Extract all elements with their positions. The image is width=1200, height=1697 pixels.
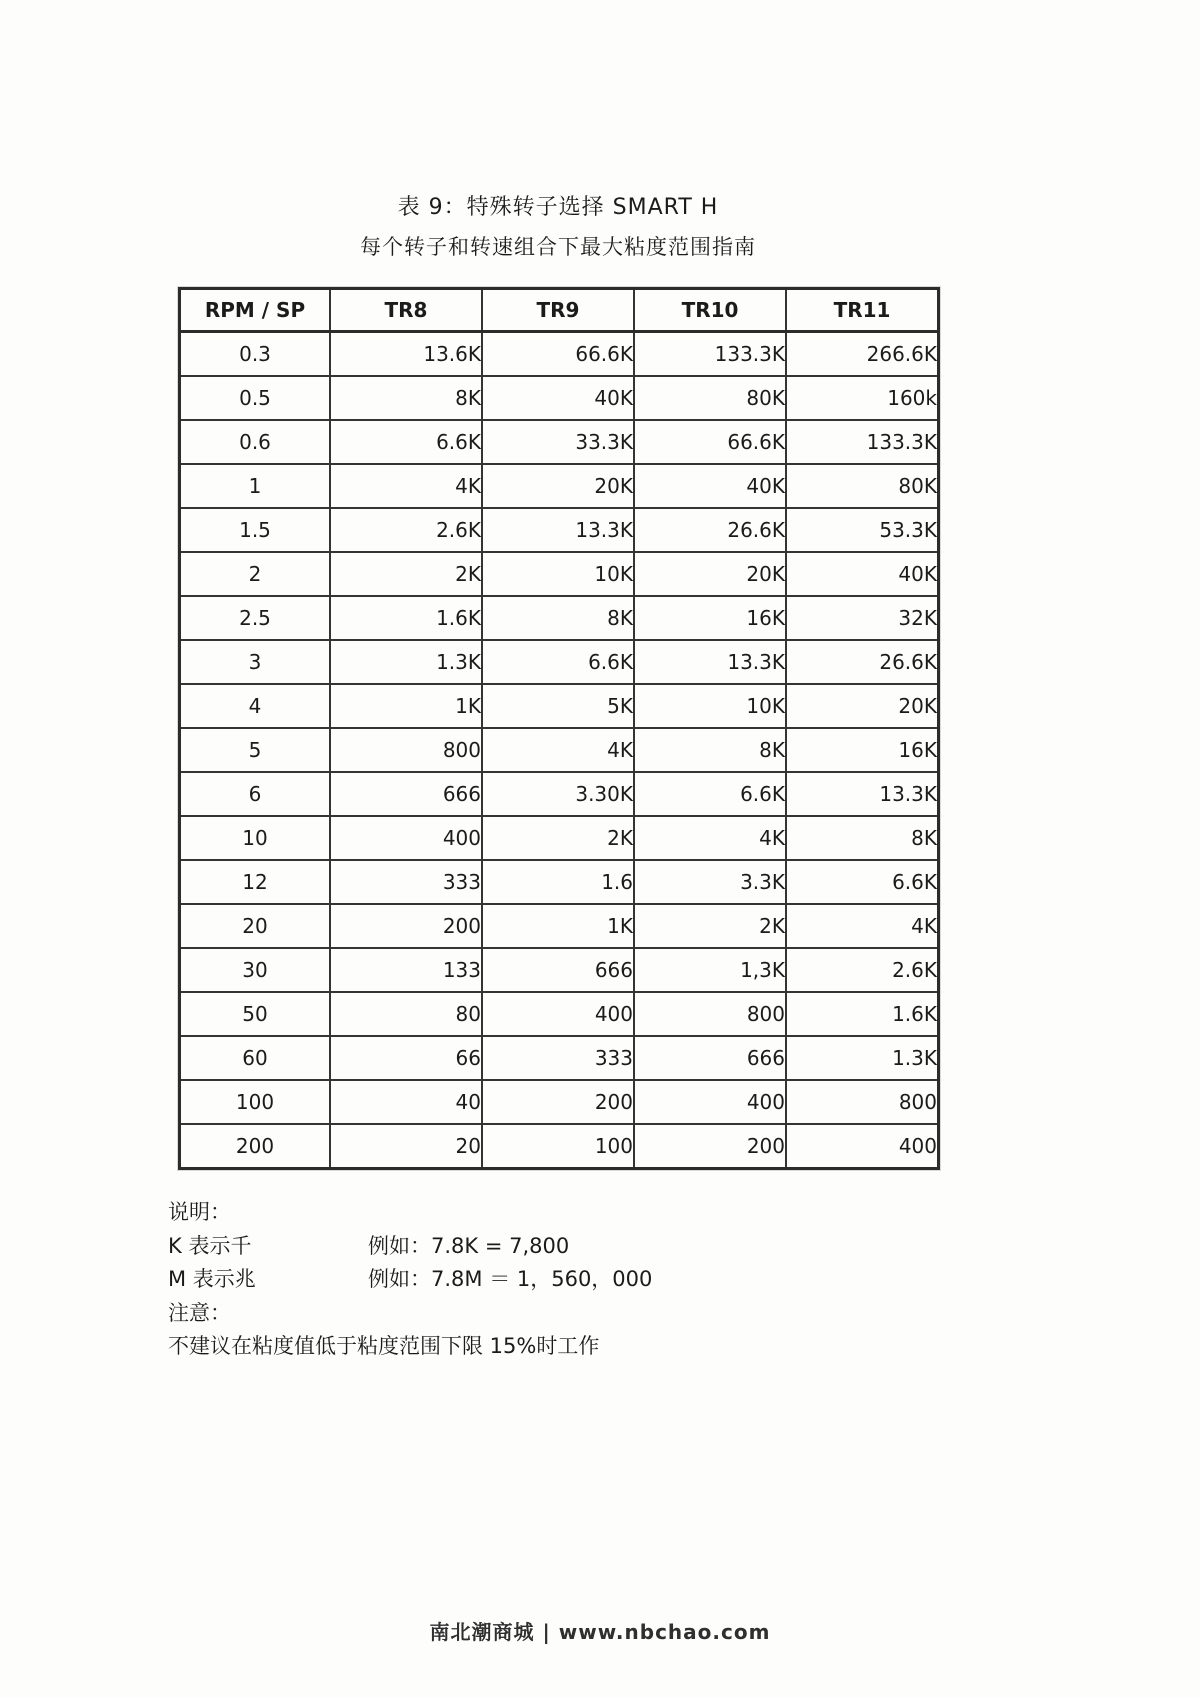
footer-watermark: 南北潮商城 | www.nbchao.com <box>429 1620 771 1644</box>
value-cell: 6.6K <box>330 420 482 464</box>
value-cell: 16K <box>634 596 786 640</box>
table-row <box>180 596 939 640</box>
note-m-label: M 表示兆 <box>168 1267 256 1292</box>
rpm-cell: 4 <box>180 684 331 728</box>
value-cell: 80K <box>634 376 786 420</box>
note-k <box>168 1230 948 1264</box>
value-cell: 100 <box>482 1124 634 1169</box>
table-row <box>180 552 939 596</box>
value-cell: 666 <box>634 1036 786 1080</box>
table-subtitle: 每个转子和转速组合下最大粘度范围指南 <box>360 235 756 259</box>
value-cell: 3.30K <box>482 772 634 816</box>
value-cell: 2.6K <box>786 948 939 992</box>
value-cell: 3.3K <box>634 860 786 904</box>
rpm-cell: 60 <box>180 1036 331 1080</box>
table-row <box>180 904 939 948</box>
value-cell: 53.3K <box>786 508 939 552</box>
value-cell: 26.6K <box>634 508 786 552</box>
caution-text: 不建议在粘度值低于粘度范围下限 15%时工作 <box>168 1334 600 1359</box>
value-cell: 33.3K <box>482 420 634 464</box>
rpm-cell: 0.3 <box>180 332 331 377</box>
table-head <box>180 289 939 332</box>
value-cell: 1K <box>482 904 634 948</box>
value-cell: 8K <box>634 728 786 772</box>
value-cell: 333 <box>482 1036 634 1080</box>
value-cell: 133.3K <box>634 332 786 377</box>
title-block <box>168 190 948 261</box>
value-cell: 2K <box>482 816 634 860</box>
value-cell: 400 <box>330 816 482 860</box>
notes-section <box>168 1196 948 1364</box>
rpm-cell: 0.6 <box>180 420 331 464</box>
table-row <box>180 464 939 508</box>
value-cell: 200 <box>330 904 482 948</box>
table-row <box>180 508 939 552</box>
value-cell: 2K <box>634 904 786 948</box>
value-cell: 4K <box>786 904 939 948</box>
value-cell: 333 <box>330 860 482 904</box>
rpm-cell: 200 <box>180 1124 331 1169</box>
table-row <box>180 640 939 684</box>
value-cell: 6.6K <box>634 772 786 816</box>
value-cell: 8K <box>482 596 634 640</box>
note-m <box>168 1263 948 1297</box>
rpm-cell: 12 <box>180 860 331 904</box>
rpm-cell: 10 <box>180 816 331 860</box>
table-row <box>180 376 939 420</box>
table-row <box>180 332 939 377</box>
notes-heading: 说明： <box>168 1200 231 1224</box>
table-body <box>180 332 939 1169</box>
rpm-cell: 1 <box>180 464 331 508</box>
value-cell: 400 <box>482 992 634 1036</box>
table-row <box>180 772 939 816</box>
table-row <box>180 816 939 860</box>
table-row <box>180 1036 939 1080</box>
column-header: TR10 <box>634 289 786 332</box>
value-cell: 6.6K <box>482 640 634 684</box>
value-cell: 16K <box>786 728 939 772</box>
value-cell: 800 <box>786 1080 939 1124</box>
table-row <box>180 420 939 464</box>
value-cell: 200 <box>482 1080 634 1124</box>
rpm-cell: 2 <box>180 552 331 596</box>
rpm-cell: 6 <box>180 772 331 816</box>
value-cell: 10K <box>482 552 634 596</box>
rpm-cell: 20 <box>180 904 331 948</box>
note-k-example: 例如：7.8K = 7,800 <box>368 1233 570 1258</box>
value-cell: 4K <box>330 464 482 508</box>
note-m-example: 例如：7.8M ＝ 1，560，000 <box>368 1267 653 1292</box>
value-cell: 266.6K <box>786 332 939 377</box>
value-cell: 800 <box>634 992 786 1036</box>
value-cell: 4K <box>634 816 786 860</box>
value-cell: 1.6K <box>786 992 939 1036</box>
value-cell: 20K <box>786 684 939 728</box>
value-cell: 6.6K <box>786 860 939 904</box>
value-cell: 1.3K <box>330 640 482 684</box>
value-cell: 1,3K <box>634 948 786 992</box>
value-cell: 4K <box>482 728 634 772</box>
value-cell: 666 <box>482 948 634 992</box>
value-cell: 133.3K <box>786 420 939 464</box>
table-row <box>180 1124 939 1169</box>
table-title: 表 9：特殊转子选择 SMART H <box>397 195 719 220</box>
viscosity-table <box>178 287 940 1170</box>
value-cell: 800 <box>330 728 482 772</box>
value-cell: 20K <box>482 464 634 508</box>
table-row <box>180 1080 939 1124</box>
value-cell: 1.6K <box>330 596 482 640</box>
value-cell: 2K <box>330 552 482 596</box>
value-cell: 5K <box>482 684 634 728</box>
table-row <box>180 992 939 1036</box>
value-cell: 666 <box>330 772 482 816</box>
rpm-cell: 30 <box>180 948 331 992</box>
value-cell: 26.6K <box>786 640 939 684</box>
value-cell: 66.6K <box>482 332 634 377</box>
value-cell: 66 <box>330 1036 482 1080</box>
table-row <box>180 684 939 728</box>
rpm-cell: 5 <box>180 728 331 772</box>
column-header: RPM / SP <box>180 289 331 332</box>
column-header: TR11 <box>786 289 939 332</box>
value-cell: 13.3K <box>482 508 634 552</box>
value-cell: 400 <box>786 1124 939 1169</box>
value-cell: 8K <box>786 816 939 860</box>
value-cell: 40K <box>634 464 786 508</box>
rpm-cell: 2.5 <box>180 596 331 640</box>
column-header: TR9 <box>482 289 634 332</box>
table-row <box>180 860 939 904</box>
rpm-cell: 1.5 <box>180 508 331 552</box>
value-cell: 8K <box>330 376 482 420</box>
value-cell: 13.3K <box>786 772 939 816</box>
value-cell: 20K <box>634 552 786 596</box>
table-header-row <box>180 289 939 332</box>
value-cell: 13.3K <box>634 640 786 684</box>
column-header: TR8 <box>330 289 482 332</box>
value-cell: 80 <box>330 992 482 1036</box>
rpm-cell: 3 <box>180 640 331 684</box>
table-row <box>180 728 939 772</box>
value-cell: 1.3K <box>786 1036 939 1080</box>
value-cell: 32K <box>786 596 939 640</box>
rpm-cell: 100 <box>180 1080 331 1124</box>
value-cell: 400 <box>634 1080 786 1124</box>
value-cell: 133 <box>330 948 482 992</box>
value-cell: 200 <box>634 1124 786 1169</box>
value-cell: 1.6 <box>482 860 634 904</box>
value-cell: 13.6K <box>330 332 482 377</box>
rpm-cell: 0.5 <box>180 376 331 420</box>
value-cell: 40K <box>786 552 939 596</box>
value-cell: 80K <box>786 464 939 508</box>
value-cell: 40K <box>482 376 634 420</box>
value-cell: 40 <box>330 1080 482 1124</box>
value-cell: 66.6K <box>634 420 786 464</box>
value-cell: 2.6K <box>330 508 482 552</box>
document-content <box>168 190 948 1364</box>
value-cell: 20 <box>330 1124 482 1169</box>
table-row <box>180 948 939 992</box>
caution-heading: 注意： <box>168 1300 231 1325</box>
value-cell: 1K <box>330 684 482 728</box>
note-k-label: K 表示千 <box>168 1233 252 1258</box>
rpm-cell: 50 <box>180 992 331 1036</box>
value-cell: 160k <box>786 376 939 420</box>
value-cell: 10K <box>634 684 786 728</box>
